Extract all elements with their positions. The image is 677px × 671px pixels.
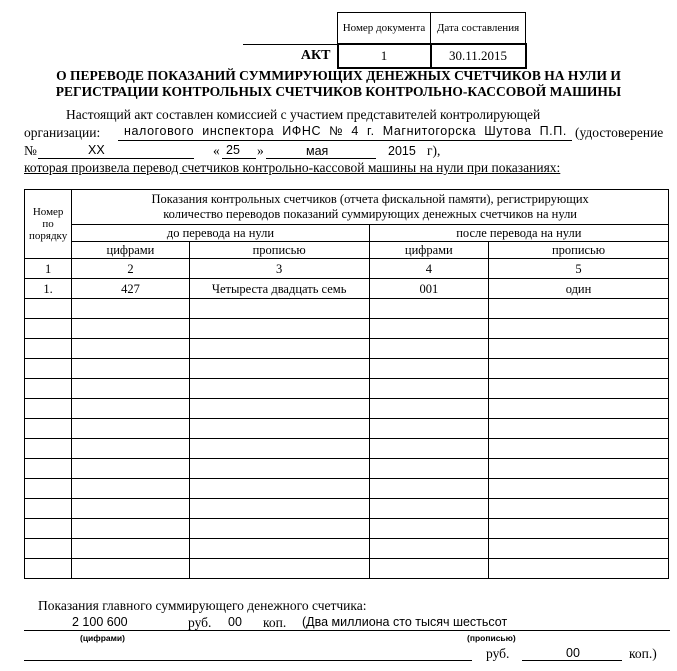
after-digits-header: цифрами (369, 241, 488, 258)
table-cell (489, 359, 669, 379)
table-row (25, 539, 669, 559)
table-row (25, 499, 669, 519)
year-value: 2015 (388, 144, 416, 158)
table-cell (369, 559, 488, 579)
table-row (25, 479, 669, 499)
table-cell (72, 299, 189, 319)
table-cell: 1. (25, 279, 72, 299)
table-cell (489, 419, 669, 439)
table-cell (489, 439, 669, 459)
table-cell (25, 499, 72, 519)
table-cell (72, 319, 189, 339)
act-label: АКТ (243, 44, 338, 68)
table-cell (489, 539, 669, 559)
col-num-2: 2 (72, 259, 189, 279)
table-cell (369, 399, 488, 419)
table-cell (489, 459, 669, 479)
table-cell (489, 559, 669, 579)
table-row (25, 379, 669, 399)
day-underline (222, 158, 256, 159)
footer-kop2-value: 00 (566, 646, 580, 660)
col-num-4: 4 (369, 259, 488, 279)
table-cell (189, 439, 369, 459)
month-underline (266, 158, 376, 159)
table-cell (189, 519, 369, 539)
before-words-header: прописью (189, 241, 369, 258)
table-cell (25, 519, 72, 539)
table-row (25, 399, 669, 419)
before-digits-header: цифрами (72, 241, 189, 258)
table-row (25, 439, 669, 459)
table-cell (489, 319, 669, 339)
table-cell (72, 379, 189, 399)
table-cell (369, 419, 488, 439)
table-cell (72, 459, 189, 479)
table-row (25, 559, 669, 579)
footer-kop: коп. (263, 615, 287, 630)
col-number-header: Номер по порядку (25, 190, 72, 259)
cert-label: (удостоверение (575, 125, 664, 140)
year-suffix: г), (427, 143, 441, 158)
digits-sub-caption: (цифрами) (80, 633, 125, 643)
footer-kop-value: 00 (228, 615, 242, 629)
org-label: организации: (24, 125, 101, 140)
footer-words-value: (Два миллиона сто тысяч шестьсот (302, 615, 508, 629)
table-cell (369, 479, 488, 499)
table-cell (189, 359, 369, 379)
table-row (25, 459, 669, 479)
date-caption: Дата составления (431, 13, 526, 45)
act-header-box (243, 12, 527, 69)
table-cell (72, 519, 189, 539)
table-cell (369, 319, 488, 339)
table-cell: 001 (369, 279, 488, 299)
table-row (25, 359, 669, 379)
table-cell (25, 359, 72, 379)
col-num-1: 1 (25, 259, 72, 279)
doc-number-caption: Номер документа (338, 13, 431, 45)
table-cell (25, 459, 72, 479)
intro-line-3: которая произвела перевод счетчиков контрольно-кассовой машины на нули при показаниях: (24, 160, 561, 175)
title-line-2: РЕГИСТРАЦИИ КОНТРОЛЬНЫХ СЧЕТЧИКОВ КОНТРОЛЬНО-КАССОВОЙ МАШИНЫ (55, 84, 622, 99)
words-sub-caption: (прописью) (467, 633, 516, 643)
table-cell (72, 539, 189, 559)
quote-open: « (213, 143, 220, 158)
table-cell (369, 519, 488, 539)
table-row (25, 419, 669, 439)
footer-rub: руб. (188, 615, 212, 630)
table-cell (72, 559, 189, 579)
table-cell (189, 399, 369, 419)
table-cell (489, 399, 669, 419)
table-cell: один (489, 279, 669, 299)
table-cell (369, 359, 488, 379)
group-header: Показания контрольных счетчиков (отчета фискальной памяти), регистрирующих количество переводов показаний суммирующих денежных счетчиков на нули (72, 190, 669, 225)
table-cell (369, 459, 488, 479)
title-line-1: О ПЕРЕВОДЕ ПОКАЗАНИЙ СУММИРУЮЩИХ ДЕНЕЖНЫХ СЧЕТЧИКОВ НА НУЛИ И (56, 68, 621, 83)
doc-date: 30.11.2015 (431, 44, 526, 68)
day-value: 25 (226, 143, 240, 157)
footer-caption: Показания главного суммирующего денежного счетчика: (38, 598, 367, 613)
table-cell (189, 499, 369, 519)
table-cell (489, 479, 669, 499)
table-cell (189, 419, 369, 439)
table-row (25, 519, 669, 539)
table-row (25, 319, 669, 339)
table-cell (25, 379, 72, 399)
table-cell (72, 439, 189, 459)
table-cell (25, 299, 72, 319)
footer-kop-2: коп.) (629, 646, 657, 661)
table-cell (189, 299, 369, 319)
table-cell (72, 499, 189, 519)
footer-digits-value: 2 100 600 (72, 615, 128, 629)
table-cell (489, 379, 669, 399)
table-cell (189, 319, 369, 339)
table-cell (25, 479, 72, 499)
table-cell (25, 339, 72, 359)
num-value: ХХ (88, 143, 105, 157)
before-header: до перевода на нули (72, 224, 369, 241)
footer-line-1 (24, 630, 670, 631)
table-cell (72, 419, 189, 439)
table-cell: Четыреста двадцать семь (189, 279, 369, 299)
table-cell (72, 399, 189, 419)
table-cell (25, 419, 72, 439)
table-cell (489, 499, 669, 519)
table-cell (369, 439, 488, 459)
table-cell (189, 559, 369, 579)
table-cell: 427 (72, 279, 189, 299)
footer-line-2 (24, 660, 472, 661)
table-cell (72, 359, 189, 379)
table-cell (489, 339, 669, 359)
doc-number: 1 (338, 44, 431, 68)
table-row (25, 279, 669, 299)
footer-rub-2: руб. (486, 646, 510, 661)
intro-line-1: Настоящий акт составлен комиссией с участием представителей контролирующей (66, 107, 541, 122)
after-header: после перевода на нули (369, 224, 668, 241)
org-value: налогового инспектора ИФНС № 4 г. Магнитогорска Шутова П.П. (124, 124, 567, 138)
footer-kop-underline (522, 660, 622, 661)
col-num-5: 5 (489, 259, 669, 279)
counter-readings-table (24, 189, 669, 579)
table-cell (25, 539, 72, 559)
table-cell (72, 479, 189, 499)
table-row (25, 339, 669, 359)
table-cell (489, 519, 669, 539)
table-cell (25, 319, 72, 339)
table-cell (369, 379, 488, 399)
after-words-header: прописью (489, 241, 669, 258)
table-cell (189, 459, 369, 479)
table-cell (25, 559, 72, 579)
table-cell (369, 339, 488, 359)
table-cell (189, 339, 369, 359)
table-cell (189, 479, 369, 499)
table-cell (72, 339, 189, 359)
table-cell (25, 439, 72, 459)
column-number-row (25, 259, 669, 279)
table-cell (25, 399, 72, 419)
table-row (25, 299, 669, 319)
table-cell (369, 299, 488, 319)
num-label: № (24, 143, 37, 158)
num-underline (38, 158, 194, 159)
table-cell (369, 499, 488, 519)
table-cell (189, 379, 369, 399)
table-cell (189, 539, 369, 559)
month-value: мая (306, 144, 329, 158)
table-cell (489, 299, 669, 319)
quote-close: » (257, 143, 264, 158)
table-cell (369, 539, 488, 559)
col-num-3: 3 (189, 259, 369, 279)
org-underline (118, 140, 572, 141)
